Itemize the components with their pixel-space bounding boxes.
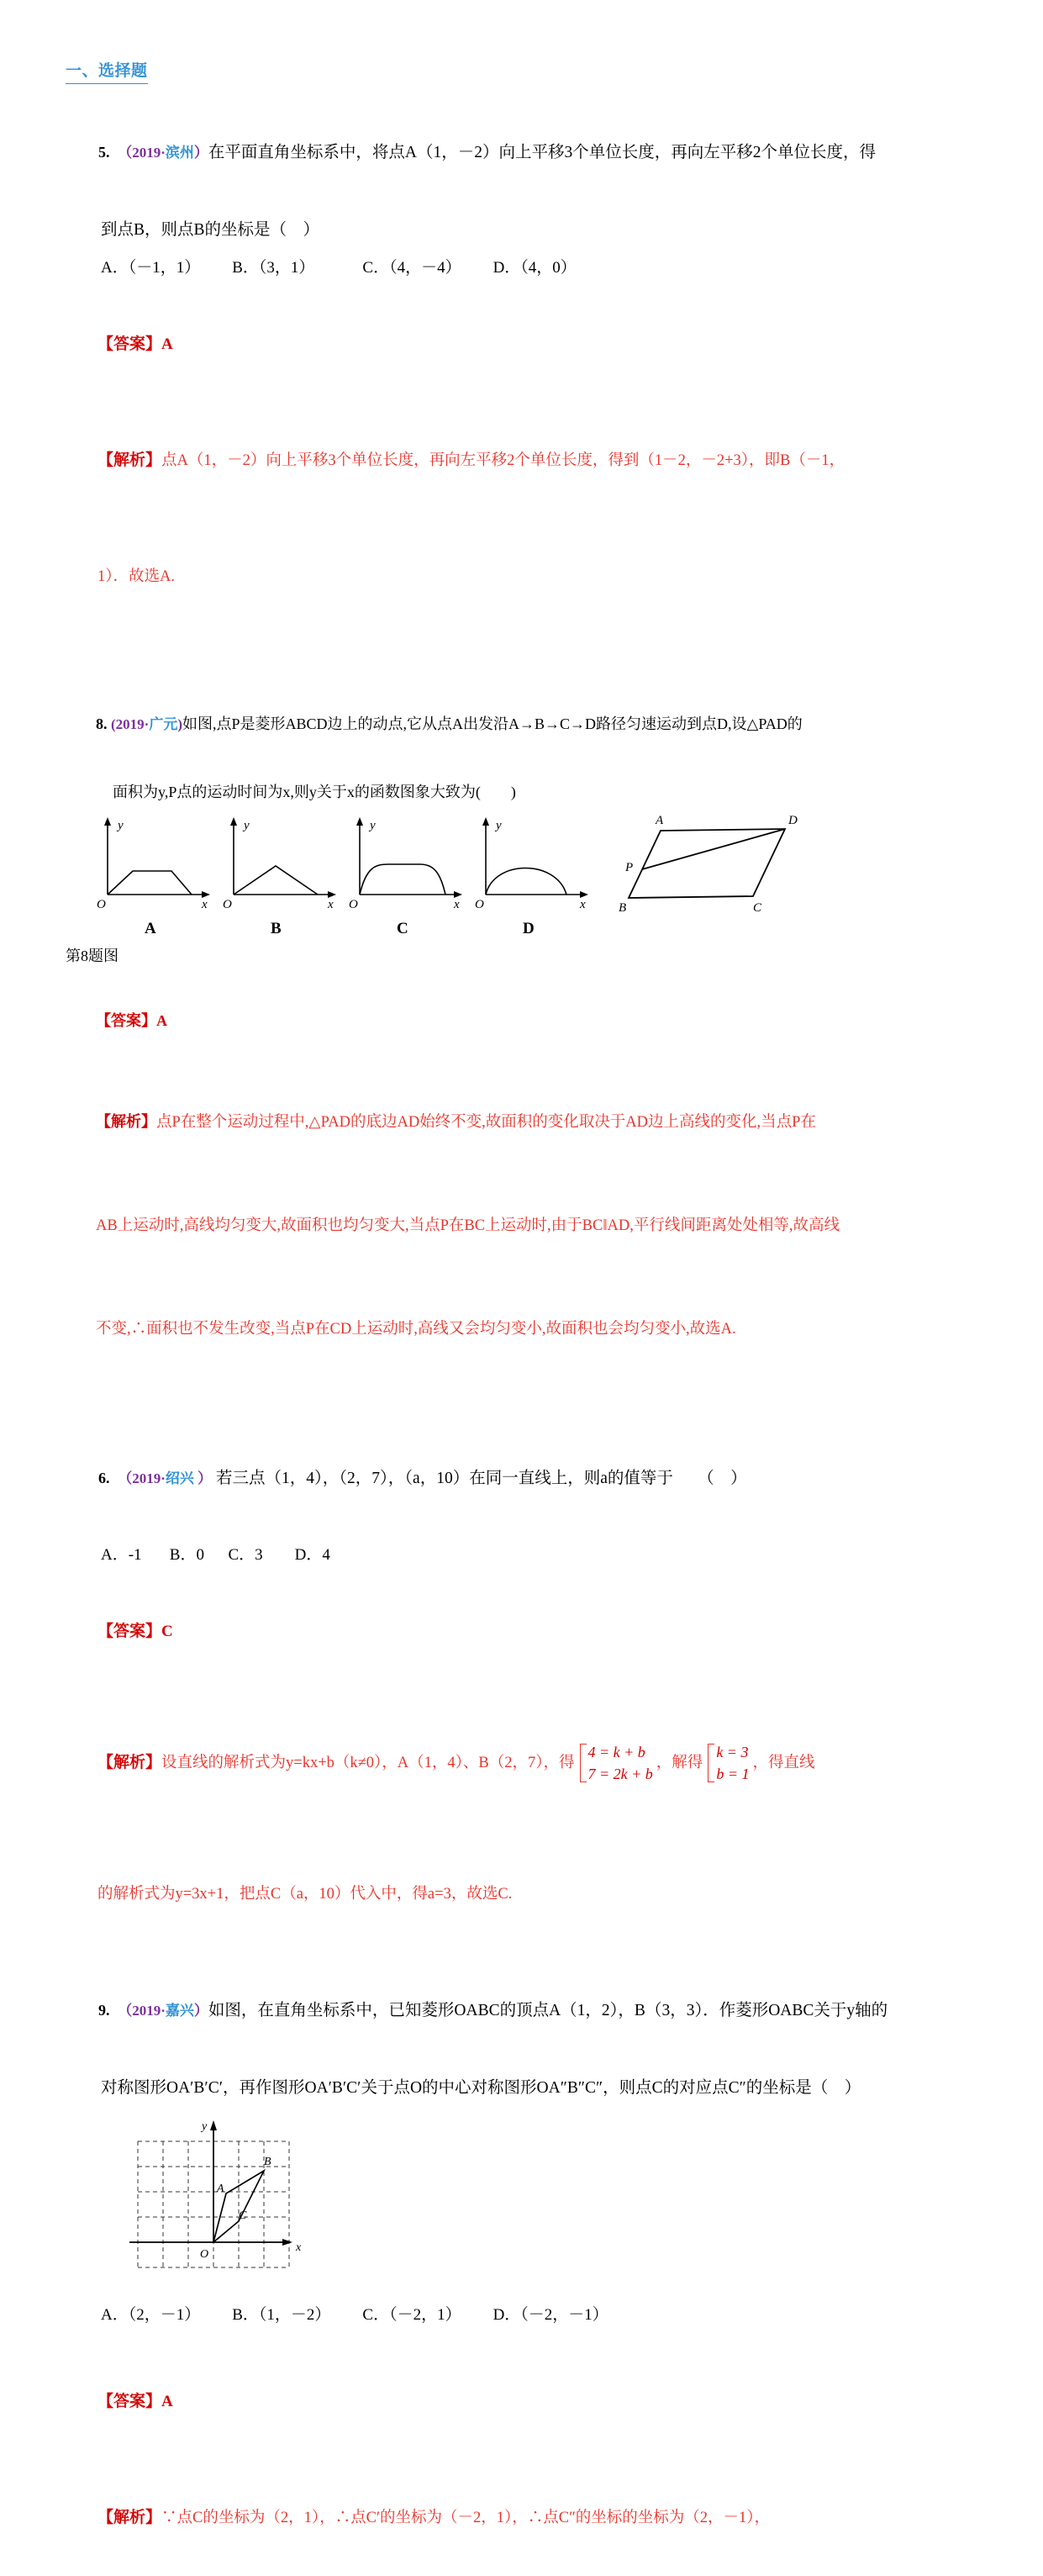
rhombus-abcd <box>629 829 785 898</box>
graph-a-y-label: y <box>118 818 124 832</box>
question-6 <box>66 1420 977 1952</box>
question-9-solution-tag: 【解析】 <box>97 2508 162 2526</box>
question-6-source-suffix: ） <box>193 1470 213 1486</box>
question-9-figure-svg <box>121 2116 314 2293</box>
question-8-source-prefix: (2019· <box>111 715 150 732</box>
question-5-source-suffix: ） <box>193 144 208 161</box>
question-5-source-city: 滨州 <box>165 144 194 161</box>
graph-label-b: B <box>271 919 282 937</box>
question-9-answer-line <box>66 2344 977 2460</box>
graph-d-y-label: y <box>496 818 502 832</box>
question-5-solution-tag: 【解析】 <box>97 451 162 469</box>
question-6-answer-tag: 【答案】 <box>97 1622 162 1640</box>
x-axis-arrow <box>282 2239 292 2246</box>
question-6-source-prefix: （2019· <box>118 1470 166 1486</box>
question-9-x-label: x <box>296 2241 302 2254</box>
spacer-after-q8 <box>66 1381 977 1420</box>
graph-label-d: D <box>523 919 535 937</box>
question-8-answer-value: A <box>156 1011 167 1029</box>
spacer-after-q5 <box>66 635 977 673</box>
question-8-figure-svg <box>81 812 820 920</box>
question-6-solution-mid: ，解得 <box>656 1754 703 1771</box>
question-9-origin-label: O <box>200 2247 209 2261</box>
question-6-source-city: 绍兴 <box>165 1470 194 1486</box>
graph-c-origin-label: O <box>349 897 358 911</box>
question-5-answer-tag: 【答案】 <box>97 335 162 353</box>
rhombus-b-label: B <box>619 900 627 915</box>
question-5-solution-line1 <box>66 403 977 519</box>
graph-a-x-label: x <box>202 897 208 911</box>
question-5-stem-line1 <box>66 94 977 211</box>
question-9-y-label: y <box>202 2119 208 2133</box>
graph-b-origin-label: O <box>223 897 232 911</box>
system-1-row-1: 4 = k + b <box>587 1744 645 1761</box>
question-5-solution-text2: 1）．故选A. <box>97 567 175 585</box>
graph-label-a: A <box>145 919 156 937</box>
question-8-stem-line1 <box>66 673 977 775</box>
question-6-answer-line <box>66 1574 977 1690</box>
question-8-source-suffix: ) <box>177 715 183 732</box>
question-8-stem-text1: 如图,点P是菱形ABCD边上的动点,它从点A出发沿A→B→C→D路径匀速运动到点D,设△PAD的 <box>182 715 803 732</box>
graph-c-y-label: y <box>370 818 376 832</box>
question-9-stem-line1 <box>66 1952 977 2069</box>
question-5-stem-line2: 到点B，则点B的坐标是（ ） <box>101 220 320 239</box>
question-8-answer-tag: 【答案】 <box>96 1011 156 1029</box>
graph-a-origin-label: O <box>97 897 106 911</box>
question-5-answer-value: A <box>161 335 173 353</box>
question-6-solution-tag: 【解析】 <box>97 1753 162 1771</box>
question-9-solution-text1: ∵点C的坐标为（2，1），∴点C′的坐标为（－2，1），∴点C″的坐标的坐标为（2，－1）， <box>161 2509 771 2526</box>
question-9-source <box>118 2003 208 2019</box>
question-6-solution-text2: 的解析式为y=3x+1，把点C（a，10）代入中，得a=3，故选C. <box>97 1885 513 1903</box>
rhombus-c-label: C <box>753 900 762 915</box>
question-8-figure-caption: 第8题图 <box>66 947 119 964</box>
question-9-source-suffix: ） <box>193 2002 208 2019</box>
graph-b-y-label: y <box>244 818 250 832</box>
graph-b-x-label: x <box>328 897 334 911</box>
question-6-solution-pre: 设直线的解析式为y=kx+b（k≠0），A（1，4）、B（2，7），得 <box>161 1754 575 1771</box>
question-9-point-b-label: B <box>264 2155 271 2168</box>
question-8-answer-line <box>66 970 977 1071</box>
question-9-answer-value: A <box>161 2392 173 2410</box>
question-8-figure <box>81 812 977 920</box>
system-2-row-2: b = 1 <box>716 1766 750 1783</box>
question-8-graph-labels <box>81 920 977 942</box>
question-6-number: 6. <box>98 1469 110 1486</box>
question-8-number: 8. <box>96 715 108 732</box>
question-5-source <box>118 145 208 161</box>
question-9-stem-line2: 对称图形OA′B′C′，再作图形OA′B′C′关于点O的中心对称图形OA″B″C″，则点C的对应点C″的坐标是（ ） <box>101 2078 861 2097</box>
question-8-solution-line3 <box>66 1278 977 1381</box>
system-2-row-1: k = 3 <box>716 1744 749 1761</box>
question-6-system-2 <box>706 1741 749 1785</box>
question-9-stem-text1: 如图，在直角坐标系中，已知菱形OABC的顶点A（1，2），B（3，3）．作菱形OABC关于y轴的 <box>208 2001 888 2019</box>
question-9-number: 9. <box>98 2001 110 2019</box>
question-6-answer-value: C <box>161 1622 173 1640</box>
section-heading: 一、选择题 <box>66 61 148 84</box>
question-8-source <box>111 716 182 732</box>
question-5-source-prefix: （2019· <box>118 144 166 161</box>
question-6-system-1 <box>578 1741 653 1785</box>
question-6-options: A．-1 B．0 C．3 D．4 <box>101 1545 330 1564</box>
question-9-answer-tag: 【答案】 <box>97 2392 162 2410</box>
question-9-source-prefix: （2019· <box>118 2002 166 2019</box>
question-8-source-city: 广元 <box>149 715 178 732</box>
question-8 <box>66 673 977 1381</box>
question-6-solution-line1 <box>66 1690 977 1836</box>
rhombus-a-label: A <box>656 813 664 827</box>
question-9-source-city: 嘉兴 <box>165 2002 194 2019</box>
question-8-stem-line2: 面积为y,P点的运动时间为x,则y关于x的函数图象大致为( ) <box>113 783 516 800</box>
question-6-source <box>118 1470 212 1486</box>
question-5-answer-line <box>66 287 977 403</box>
spacer-before-q9-answer <box>66 2334 977 2344</box>
page-content <box>66 61 977 2576</box>
graph-d-origin-label: O <box>475 897 484 911</box>
question-8-solution-text3: 不变,∴面积也不发生改变,当点P在CD上运动时,高线又会均匀变小,故面积也会均匀变小,故选A. <box>96 1320 736 1338</box>
question-8-solution-line2 <box>66 1175 977 1278</box>
question-9-solution-line1 <box>66 2460 977 2576</box>
question-5-options: A．（－1，1） B．（3，1） C．（4，－4） D．（4，0） <box>101 258 577 277</box>
question-6-solution-line2 <box>66 1836 977 1952</box>
question-9-figure <box>121 2116 977 2297</box>
question-9-options: A．（2，－1） B．（1，－2） C．（－2，1） D．（－2，－1） <box>101 2305 608 2324</box>
system-1-row-2: 7 = 2k + b <box>587 1766 653 1783</box>
question-6-solution-post: ，得直线 <box>752 1754 815 1771</box>
question-5 <box>66 94 977 635</box>
rhombus-d-label: D <box>788 813 798 827</box>
question-8-solution-tag: 【解析】 <box>96 1112 156 1130</box>
question-5-number: 5. <box>98 143 110 161</box>
question-9 <box>66 1952 977 2576</box>
graph-label-c: C <box>397 919 408 937</box>
question-6-stem-text1: 若三点（1，4），（2，7），（a，10）在同一直线上，则a的值等于 （ ） <box>216 1469 747 1487</box>
question-9-point-a-label: A <box>217 2182 224 2195</box>
question-9-axes <box>129 2126 286 2242</box>
question-8-solution-text2: AB上运动时,高线均匀变大,故面积也均匀变大,当点P在BC上运动时,由于BC‖AD,平行线间距离处处相等,故高线 <box>96 1217 840 1234</box>
question-6-stem-line1 <box>66 1420 977 1537</box>
question-8-solution-text1: 点P在整个运动过程中,△PAD的底边AD始终不变,故面积的变化取决于AD边上高线的变化,当点P在 <box>156 1113 816 1131</box>
question-8-solution-line1 <box>66 1071 977 1175</box>
question-5-stem-text1: 在平面直角坐标系中，将点A（1，－2）向上平移3个单位长度，再向左平移2个单位长度，得 <box>208 143 877 161</box>
question-5-solution-text1: 点A（1，－2）向上平移3个单位长度，再向左平移2个单位长度，得到（1－2，－2+3），即B（－1， <box>161 451 845 469</box>
graph-c-x-label: x <box>454 897 460 911</box>
question-5-solution-line2 <box>66 519 977 635</box>
y-axis-arrow <box>210 2120 217 2130</box>
question-9-point-c-label: C <box>239 2209 247 2222</box>
graph-d-x-label: x <box>580 897 586 911</box>
rhombus-p-label: P <box>625 860 634 874</box>
